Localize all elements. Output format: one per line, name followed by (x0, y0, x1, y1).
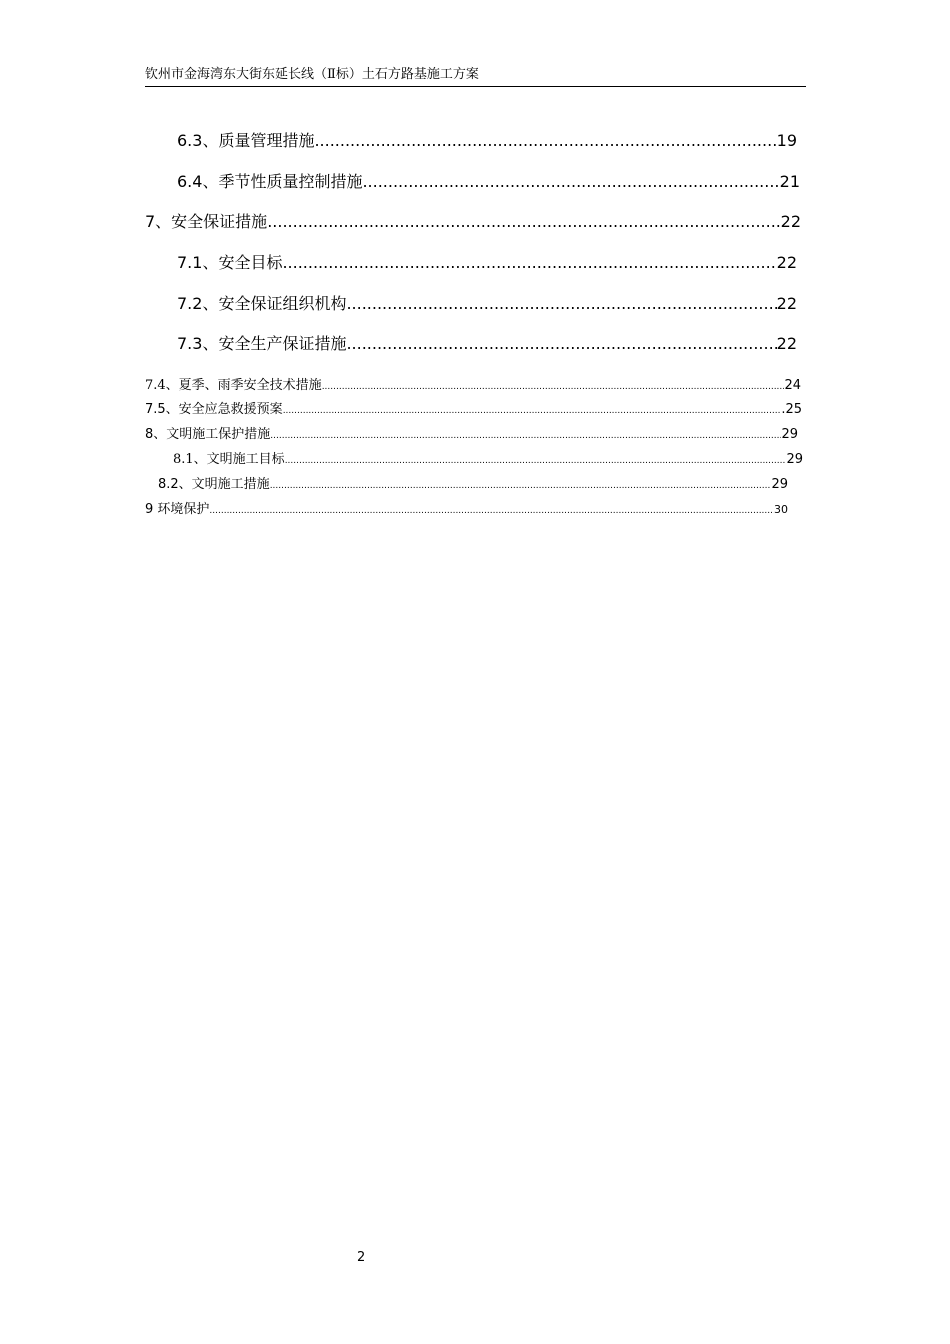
toc-entry-7-3[interactable] (177, 331, 797, 354)
toc-entry-label: 8、文明施工保护措施 (145, 427, 271, 442)
toc-entry-8[interactable] (145, 423, 798, 442)
page-number: 2 (357, 1250, 366, 1265)
toc-entry-label: 8.1、文明施工目标 (173, 452, 285, 467)
toc-entry-label: 8.2、文明施工措施 (158, 477, 270, 492)
toc-entry-label: 7.3、安全生产保证措施 (177, 334, 347, 353)
header-divider (145, 86, 806, 87)
toc-entry-page: 21 (779, 172, 800, 191)
toc-entry-page: 22 (780, 212, 801, 231)
toc-entry-page: 19 (776, 131, 797, 150)
toc-entry-7-1[interactable] (177, 250, 797, 273)
toc-entry-label: 7.4、夏季、雨季安全技术措施 (145, 378, 322, 393)
toc-entry-page: 22 (776, 334, 797, 353)
toc-entry-label: 7.1、安全目标 (177, 253, 283, 272)
toc-entry-9[interactable] (145, 498, 788, 517)
toc-entry-label: 9 环境保护 (145, 502, 210, 517)
toc-leader-dots (209, 506, 774, 516)
toc-entry-page: 22 (776, 294, 797, 313)
toc-leader-dots (267, 212, 780, 231)
toc-entry-label: 7.2、安全保证组织机构 (177, 294, 347, 313)
toc-entry-8-1[interactable] (173, 448, 803, 467)
toc-leader-dots (346, 294, 776, 313)
toc-leader-dots (283, 406, 782, 416)
toc-entry-8-2[interactable] (158, 473, 788, 492)
toc-leader-dots (314, 131, 776, 150)
toc-leader-dots (285, 456, 787, 466)
toc-leader-dots (282, 253, 776, 272)
toc-leader-dots (346, 334, 776, 353)
toc-entry-page: 30 (774, 503, 788, 516)
toc-entry-6-3[interactable] (177, 128, 797, 151)
toc-entry-page: 29 (786, 452, 803, 467)
toc-entry-7[interactable] (145, 209, 801, 232)
toc-entry-page: 29 (781, 427, 798, 442)
toc-entry-7-4[interactable] (145, 374, 801, 393)
toc-entry-label: 7.5、安全应急救援预案 (145, 402, 283, 417)
toc-entry-page: 29 (771, 477, 788, 492)
toc-leader-dots (270, 481, 772, 491)
toc-entry-label: 6.4、季节性质量控制措施 (177, 172, 363, 191)
toc-entry-6-4[interactable] (177, 169, 800, 192)
toc-entry-page: 22 (776, 253, 797, 272)
toc-entry-label: 7、安全保证措施 (145, 212, 268, 231)
toc-leader-dots (270, 431, 781, 441)
toc-entry-page: .25 (781, 402, 802, 417)
toc-entry-label: 6.3、质量管理措施 (177, 131, 315, 150)
toc-entry-7-2[interactable] (177, 291, 797, 314)
toc-leader-dots (362, 172, 779, 191)
toc-entry-page: 24 (784, 378, 801, 393)
toc-leader-dots (322, 382, 785, 392)
document-header: 钦州市金海湾东大街东延长线（Ⅱ标）土石方路基施工方案 (145, 67, 479, 82)
toc-entry-7-5[interactable] (145, 398, 802, 417)
